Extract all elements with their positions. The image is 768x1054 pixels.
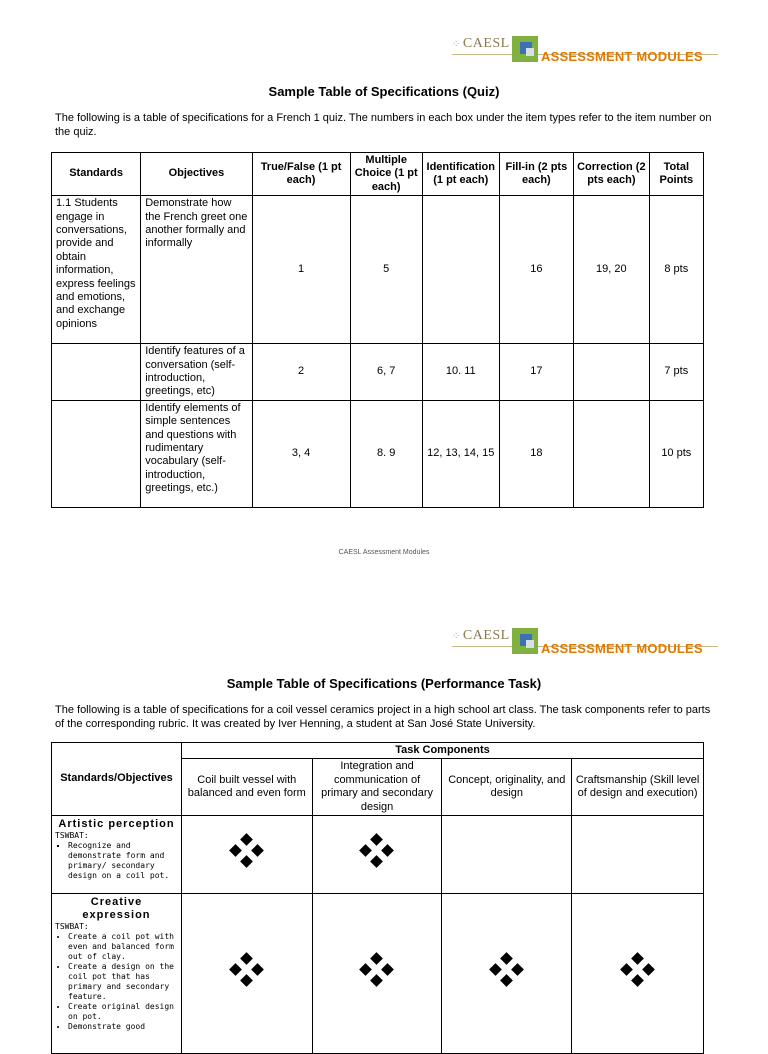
table-row bbox=[52, 816, 704, 894]
category-label: Artistic perception bbox=[58, 818, 175, 831]
tswbat-label: TSWBAT: bbox=[55, 922, 89, 932]
four-diamond-icon bbox=[229, 834, 265, 870]
cell-objective: Identify elements of simple sentences and questions with rudimentary vocabulary (self-introduction, greetings, etc.) bbox=[141, 400, 252, 507]
cell-identification bbox=[422, 196, 499, 344]
cell-correction bbox=[574, 344, 650, 401]
header-identification: Identification (1 pt each) bbox=[422, 153, 499, 196]
four-diamond-icon bbox=[359, 953, 395, 989]
header-component-2: Integration and communication of primary and secondary design bbox=[312, 759, 442, 816]
caesl-dots-icon: ⁘ bbox=[452, 631, 461, 642]
caesl-logo bbox=[452, 628, 718, 668]
cell-objective: Identify features of a conversation (self-introduction, greetings, etc) bbox=[141, 344, 252, 401]
four-diamond-icon bbox=[359, 834, 395, 870]
table-row bbox=[52, 344, 704, 401]
header-objectives: Objectives bbox=[141, 153, 252, 196]
quiz-spec-table bbox=[51, 152, 704, 508]
table-row bbox=[52, 196, 704, 344]
cell-fill-in: 17 bbox=[499, 344, 573, 401]
cell-mark-empty bbox=[572, 816, 704, 894]
cell-multiple-choice: 8. 9 bbox=[350, 400, 422, 507]
caesl-dots-icon: ⁘ bbox=[452, 39, 461, 50]
table-row bbox=[52, 894, 704, 1054]
table-header-row bbox=[52, 743, 704, 759]
cell-multiple-choice: 5 bbox=[350, 196, 422, 344]
cell-objective: Demonstrate how the French greet one another formally and informally bbox=[141, 196, 252, 344]
cell-total: 8 pts bbox=[649, 196, 703, 344]
caesl-wordmark: CAESL bbox=[462, 628, 510, 643]
four-diamond-icon bbox=[620, 953, 656, 989]
header-standards: Standards bbox=[52, 153, 141, 196]
cell-multiple-choice: 6, 7 bbox=[350, 344, 422, 401]
caesl-wordmark: CAESL bbox=[462, 36, 510, 51]
cell-identification: 10. 11 bbox=[422, 344, 499, 401]
page-footer: CAESL Assessment Modules bbox=[338, 549, 430, 556]
cell-total: 7 pts bbox=[649, 344, 703, 401]
header-true-false: True/False (1 pt each) bbox=[252, 153, 350, 196]
list-item: ▪ Recognize and demonstrate form and primary/ secondary design on a coil pot. bbox=[68, 841, 178, 881]
cell-fill-in: 18 bbox=[499, 400, 573, 507]
cell-mark bbox=[312, 816, 442, 894]
header-component-1: Coil built vessel with balanced and even form bbox=[181, 759, 312, 816]
header-component-3: Concept, originality, and design bbox=[442, 759, 572, 816]
cell-correction: 19, 20 bbox=[574, 196, 650, 344]
list-item: • Create a coil pot with even and balanced form out of clay. bbox=[68, 932, 178, 962]
cell-mark bbox=[312, 894, 442, 1054]
table-header-row bbox=[52, 153, 704, 196]
cell-true-false: 2 bbox=[252, 344, 350, 401]
list-item: • Demonstrate good bbox=[68, 1022, 178, 1032]
cell-standard: 1.1 Students engage in conversations, provide and obtain information, express feelings and emotions, and exchange opinions bbox=[52, 196, 141, 344]
cell-true-false: 3, 4 bbox=[252, 400, 350, 507]
tswbat-label: TSWBAT: bbox=[55, 831, 89, 841]
logo-title: ASSESSMENT MODULES bbox=[541, 641, 703, 656]
cell-mark bbox=[181, 894, 312, 1054]
caesl-logo bbox=[452, 36, 718, 76]
header-task-components: Task Components bbox=[181, 743, 703, 759]
header-total-points: Total Points bbox=[649, 153, 703, 196]
cell-true-false: 1 bbox=[252, 196, 350, 344]
cell-mark bbox=[572, 894, 704, 1054]
page-title: Sample Table of Specifications (Performance Task) bbox=[226, 676, 542, 691]
header-standards-objectives: Standards/Objectives bbox=[52, 743, 182, 816]
cell-standard bbox=[52, 816, 182, 894]
cell-mark bbox=[442, 894, 572, 1054]
cell-mark-empty bbox=[442, 816, 572, 894]
page-title: Sample Table of Specifications (Quiz) bbox=[268, 84, 500, 99]
cell-mark bbox=[181, 816, 312, 894]
cell-total: 10 pts bbox=[649, 400, 703, 507]
logo-title: ASSESSMENT MODULES bbox=[541, 49, 703, 64]
header-fill-in: Fill-in (2 pts each) bbox=[499, 153, 573, 196]
header-correction: Correction (2 pts each) bbox=[574, 153, 650, 196]
category-label: Creative expression bbox=[82, 896, 151, 922]
cell-standard bbox=[52, 894, 182, 1054]
performance-spec-table bbox=[51, 742, 704, 1054]
page-performance-task bbox=[0, 590, 768, 1032]
cell-standard bbox=[52, 344, 141, 401]
intro-paragraph: The following is a table of specifications for a coil vessel ceramics project in a high school art class. The task components refer to parts of the corresponding rubric. It was created by Iver Henning, a student at San José State University. bbox=[55, 704, 711, 730]
cell-fill-in: 16 bbox=[499, 196, 573, 344]
header-component-4: Craftsmanship (Skill level of design and execution) bbox=[572, 759, 704, 816]
logo-squares-icon bbox=[512, 36, 538, 62]
four-diamond-icon bbox=[489, 953, 525, 989]
cell-standard bbox=[52, 400, 141, 507]
four-diamond-icon bbox=[229, 953, 265, 989]
list-item: • Create a design on the coil pot that has primary and secondary feature. bbox=[68, 962, 178, 1002]
intro-paragraph: The following is a table of specifications for a French 1 quiz. The numbers in each box under the item types refer to the item number on the quiz. bbox=[55, 112, 712, 138]
cell-correction bbox=[574, 400, 650, 507]
table-row bbox=[52, 400, 704, 507]
header-multiple-choice: Multiple Choice (1 pt each) bbox=[350, 153, 422, 196]
logo-squares-icon bbox=[512, 628, 538, 654]
list-item: • Create original design on pot. bbox=[68, 1002, 178, 1022]
cell-identification: 12, 13, 14, 15 bbox=[422, 400, 499, 507]
